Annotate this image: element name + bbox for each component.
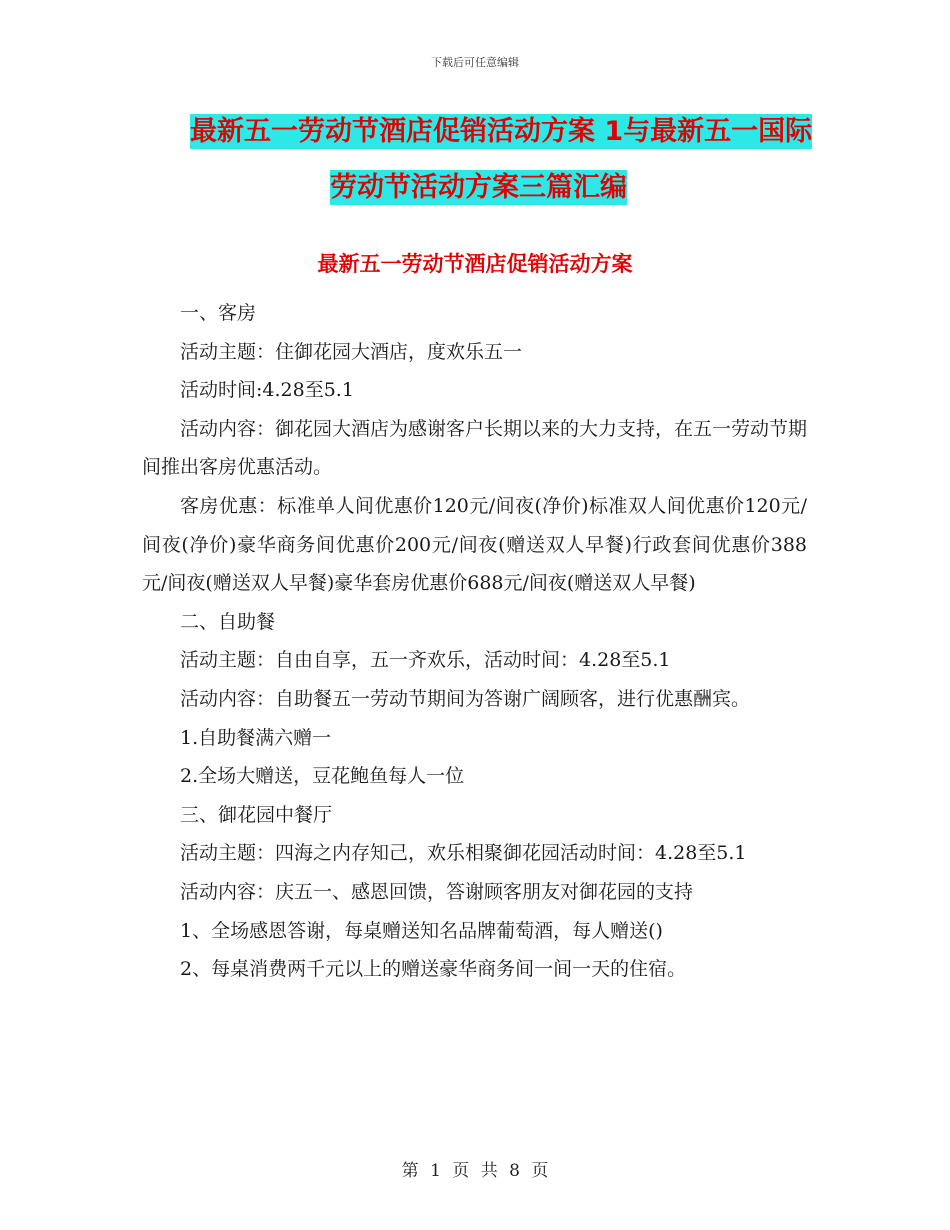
paragraph: 三、御花园中餐厅 xyxy=(180,803,333,826)
paragraph: 1.自助餐满六赠一 xyxy=(180,726,332,749)
paragraph: 活动主题：自由自享，五一齐欢乐，活动时间：4.28至5.1 xyxy=(180,649,671,672)
paragraph: 活动内容：御花园大酒店为感谢客户长期以来的大力支持，在五一劳动节期间推出客房优惠活动。 xyxy=(142,417,808,479)
paragraph: 活动内容：庆五一、感恩回馈，答谢顾客朋友对御花园的支持 xyxy=(180,880,694,903)
title-line-1 xyxy=(140,110,813,154)
paragraph: 2.全场大赠送，豆花鲍鱼每人一位 xyxy=(180,765,465,788)
paragraph: 一、客房 xyxy=(180,302,257,324)
title-line-1-text: 最新五一劳动节酒店促销活动方案 1与最新五一国际 xyxy=(190,116,813,147)
document-body xyxy=(142,294,807,989)
paragraph: 活动主题：住御花园大酒店，度欢乐五一 xyxy=(180,340,523,363)
page-number: 第 1 页 共 8 页 xyxy=(401,1161,549,1181)
title-line-2 xyxy=(140,166,810,210)
paragraph: 活动内容：自助餐五一劳动节期间为答谢广阔顾客，进行优惠酬宾。 xyxy=(180,687,751,710)
document-title xyxy=(140,110,813,222)
paragraph: 二、自助餐 xyxy=(180,610,276,633)
paragraph: 1、全场感恩答谢，每桌赠送知名品牌葡萄酒，每人赠送() xyxy=(180,919,663,942)
paragraph: 客房优惠：标准单人间优惠价120元/间夜(净价)标准双人间优惠价120元/间夜(净价)豪华商务间优惠价200元/间夜(赠送双人早餐)行政套间优惠价388元/间夜(赠送双人早餐)豪华套房优惠价688元/间夜(赠送双人早餐) xyxy=(142,494,807,595)
paragraph: 活动时间:4.28至5.1 xyxy=(180,379,354,402)
paragraph: 活动主题：四海之内存知己，欢乐相聚御花园活动时间：4.28至5.1 xyxy=(180,842,747,865)
title-line-2-text: 劳动节活动方案三篇汇编 xyxy=(330,172,627,203)
header-note: 下载后可任意编辑 xyxy=(431,56,519,69)
paragraph: 2、每桌消费两千元以上的赠送豪华商务间一间一天的住宿。 xyxy=(180,958,687,981)
section-title: 最新五一劳动节酒店促销活动方案 xyxy=(317,252,633,276)
